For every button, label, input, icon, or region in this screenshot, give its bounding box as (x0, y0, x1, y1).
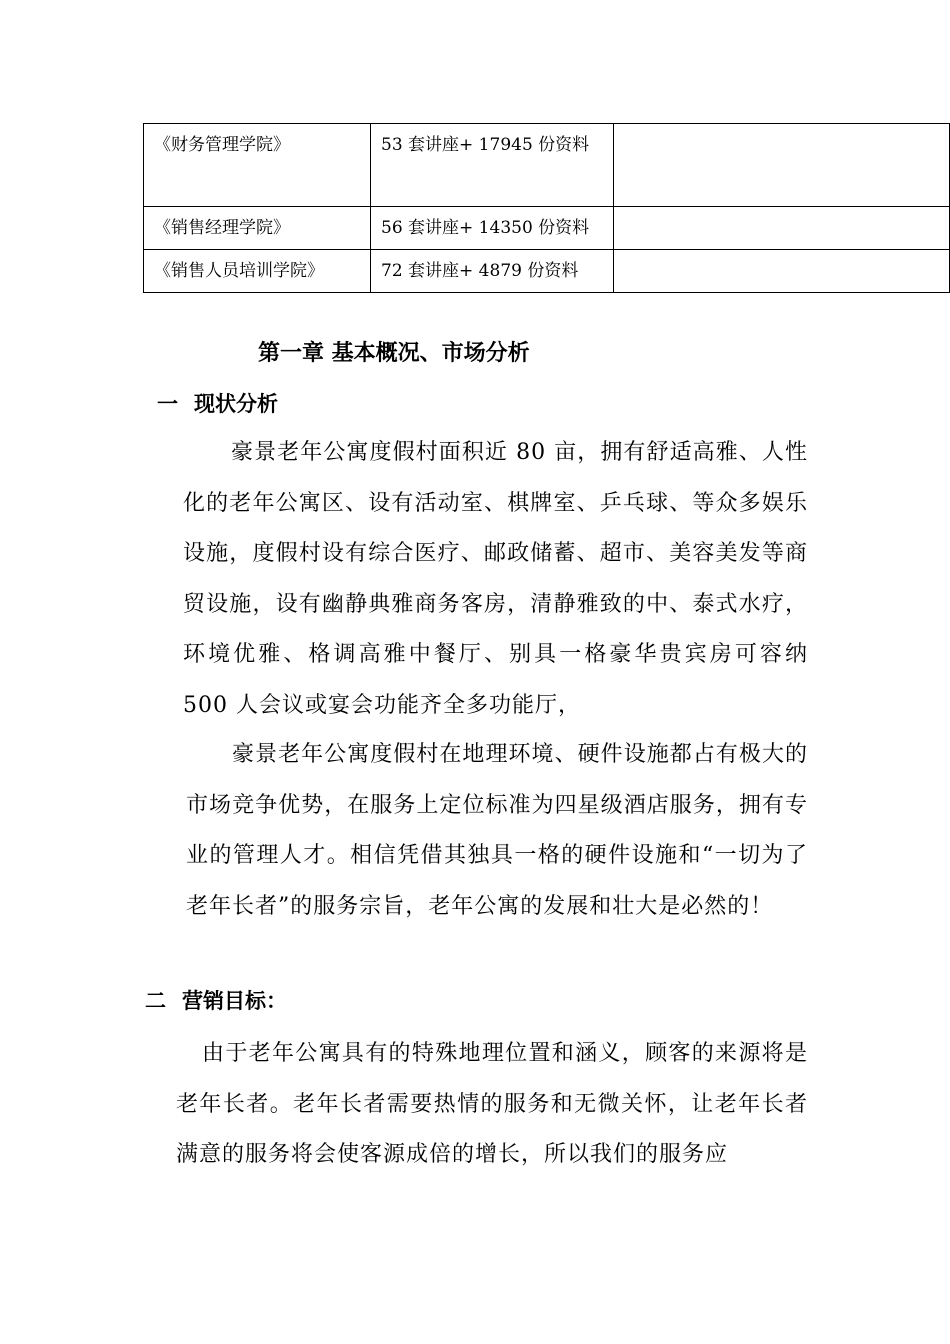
table-row (144, 250, 950, 293)
resource-table (143, 123, 950, 293)
course-name-cell: 《财务管理学院》 (144, 124, 371, 207)
table-row (144, 124, 950, 207)
section-heading (157, 388, 278, 420)
course-name-cell: 《销售经理学院》 (144, 207, 371, 250)
section-title: 现状分析 (194, 392, 278, 416)
empty-cell (614, 207, 950, 250)
section-number: 一 (157, 392, 178, 416)
course-content-cell: 72 套讲座+ 4879 份资料 (371, 250, 614, 293)
body-paragraph: 由于老年公寓具有的特殊地理位置和涵义，顾客的来源将是老年长者。老年长者需要热情的服务和无微关怀，让老年长者满意的服务将会使客源成倍的增长，所以我们的服务应 (176, 1041, 808, 1167)
table-row (144, 207, 950, 250)
chapter-title: 第一章 基本概况、市场分析 (258, 341, 530, 366)
course-content-cell: 56 套讲座+ 14350 份资料 (371, 207, 614, 250)
course-name-cell: 《销售人员培训学院》 (144, 250, 371, 293)
section-heading (145, 985, 287, 1017)
section-title: 营销目标： (182, 989, 287, 1013)
course-content-cell: 53 套讲座+ 17945 份资料 (371, 124, 614, 207)
empty-cell (614, 124, 950, 207)
body-paragraph: 豪景老年公寓度假村在地理环境、硬件设施都占有极大的市场竞争优势，在服务上定位标准为四星级酒店服务，拥有专业的管理人才。相信凭借其独具一格的硬件设施和“一切为了老年长者”的服务宗旨，老年公寓的发展和壮大是必然的！ (186, 742, 808, 919)
section-number: 二 (145, 989, 166, 1013)
body-paragraph: 豪景老年公寓度假村面积近 80 亩，拥有舒适高雅、人性化的老年公寓区、设有活动室、棋牌室、乒乓球、等众多娱乐设施，度假村设有综合医疗、邮政储蓄、超市、美容美发等商贸设施，设有幽静典雅商务客房，清静雅致的中、泰式水疗，环境优雅、格调高雅中餐厅、别具一格豪华贵宾房可容纳 500 人会议或宴会功能齐全多功能厅， (183, 440, 808, 718)
empty-cell (614, 250, 950, 293)
